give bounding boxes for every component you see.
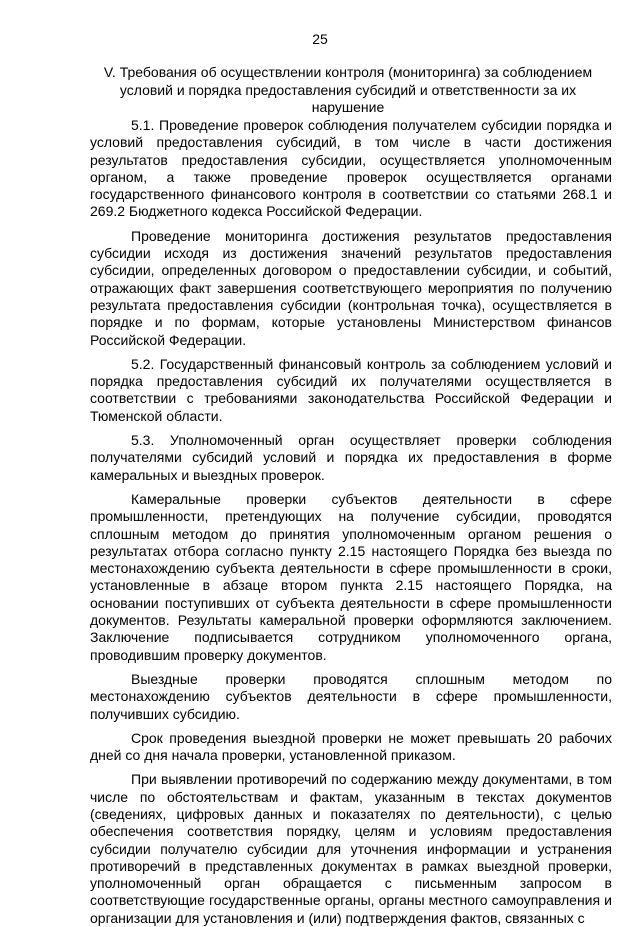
document-body [90,117,612,927]
section-title: V. Требования об осуществлении контроля (мониторинга) за соблюдением условий и порядка предоставления субсидий и ответственности за их нарушение [103,64,593,115]
paragraph-audit-duration: Срок проведения выездной проверки не может превышать 20 рабочих дней со дня начала проверки, установленной приказом. [90,729,612,764]
paragraph-desk-audits: Камеральные проверки субъектов деятельности в сфере промышленности, претендующих на получение субсидии, проводятся сплошным методом до принятия уполномоченным органом решения о результатах отбора согласно пункту 2.15 настоящего Порядка без выезда по местонахождению субъекта деятельности в сфере промышленности в сроки, установленные в абзаце втором пункта 2.15 настоящего Порядка, на основании поступивших от субъекта деятельности в сфере промышленности документов. Результаты камеральной проверки оформляются заключением. Заключение подписывается сотрудником уполномоченного органа, проводившим проверку документов. [90,490,612,663]
page-number: 25 [312,31,328,47]
paragraph-contradictions: При выявлении противоречий по содержанию между документами, в том числе по обстоятельствам и фактам, указанным в текстах документов (сведениях, цифровых данных и показателях по деятельности), с целью обеспечения соответствия порядку, целям и условиям предоставления субсидии получателю субсидии для уточнения информации и устранения противоречий в представленных документах в рамках выездной проверки, уполномоченный орган обращается с письменным запросом в соответствующие государственные органы, органы местного самоуправления и организации для установления и (или) подтверждения фактов, связанных с [90,771,612,926]
paragraph-5-3: 5.3. Уполномоченный орган осуществляет проверки соблюдения получателями субсидий условий и порядка их предоставления в форме камеральных и выездных проверок. [90,432,612,483]
paragraph-monitoring: Проведение мониторинга достижения результатов предоставления субсидии исходя из достижения значений результатов предоставления субсидии, определенных договором о предоставлении субсидии, и событий, отражающих факт завершения соответствующего мероприятия по получению результата предоставления субсидии (контрольная точка), осуществляется в порядке и по формам, которые установлены Министерством финансов Российской Федерации. [90,227,612,348]
paragraph-5-1: 5.1. Проведение проверок соблюдения получателем субсидии порядка и условий предоставления субсидий, в том числе в части достижения результатов предоставления субсидии, осуществляется уполномоченным органом, а также проведение проверок осуществляется органами государственного финансового контроля в соответствии со статьями 268.1 и 269.2 Бюджетного кодекса Российской Федерации. [90,117,612,220]
paragraph-5-2: 5.2. Государственный финансовый контроль за соблюдением условий и порядка предоставления субсидий их получателями осуществляется в соответствии с требованиями законодательства Российской Федерации и Тюменской области. [90,355,612,424]
paragraph-field-audits: Выездные проверки проводятся сплошным методом по местонахождению субъектов деятельности в сфере промышленности, получивших субсидию. [90,670,612,722]
